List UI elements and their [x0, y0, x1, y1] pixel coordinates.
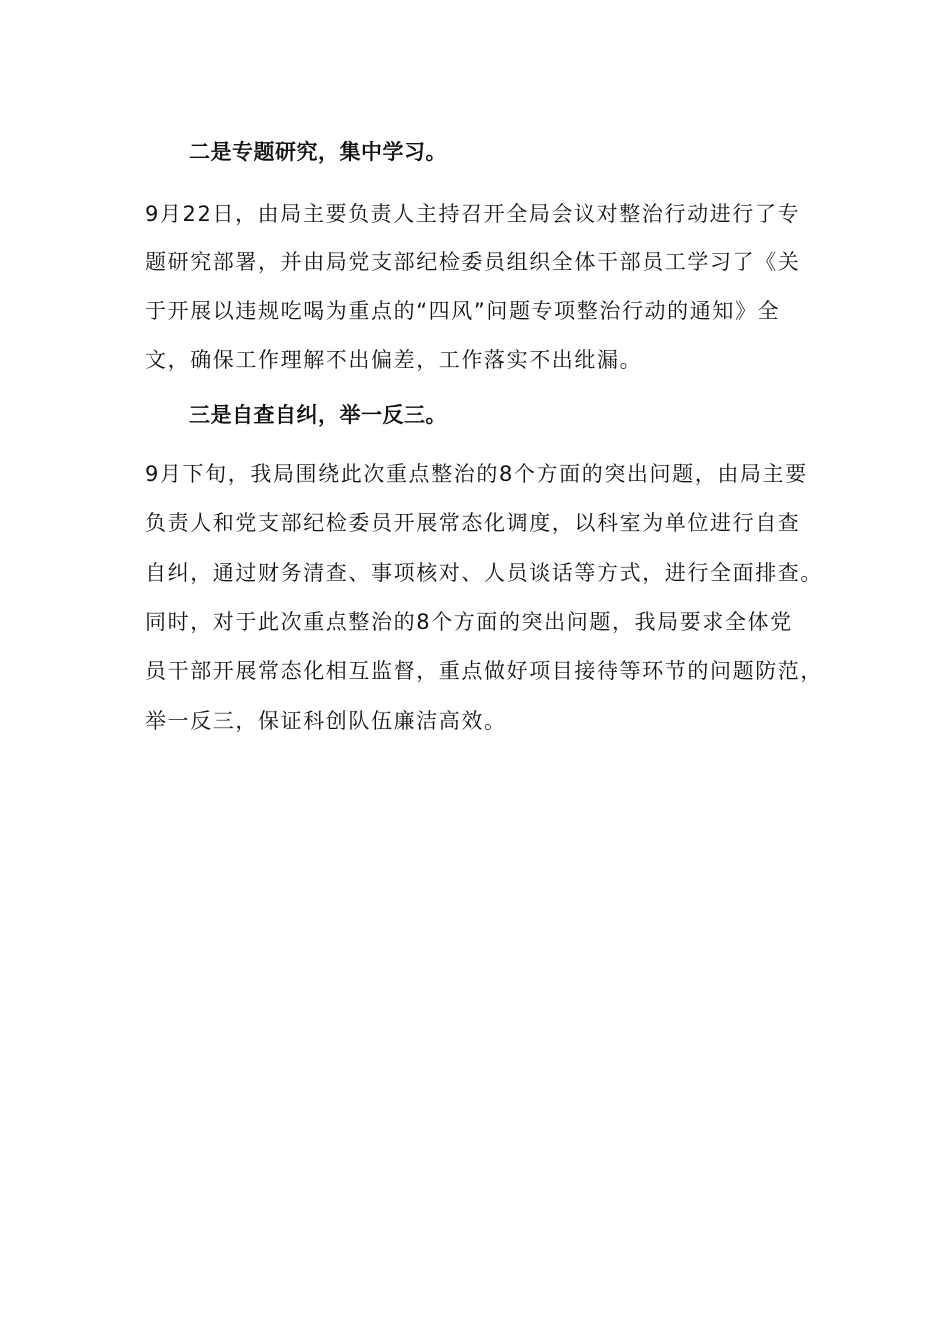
paragraph-line: 员干部开展常态化相互监督，重点做好项目接待等环节的问题防范，: [145, 659, 823, 683]
paragraph-line: 9月下旬，我局围绕此次重点整治的8个方面的突出问题，由局主要: [145, 462, 808, 486]
paragraph-line: 同时，对于此次重点整治的8个方面的突出问题，我局要求全体党: [145, 610, 793, 634]
paragraph-line: 于开展以违规吃喝为重点的“四风”问题专项整治行动的通知》全: [145, 299, 781, 323]
paragraph-line: 负责人和党支部纪检委员开展常态化调度，以科室为单位进行自查: [145, 511, 801, 535]
paragraph-line: 文，确保工作理解不出偏差，工作落实不出纰漏。: [145, 348, 643, 372]
paragraph-line: 9月22日，由局主要负责人主持召开全局会议对整治行动进行了专: [145, 202, 801, 226]
paragraph-line: 举一反三，保证科创队伍廉洁高效。: [145, 709, 507, 733]
section-heading-3: 三是自查自纠，举一反三。: [189, 403, 447, 427]
paragraph-line: 题研究部署，并由局党支部纪检委员组织全体干部员工学习了《关: [145, 250, 801, 274]
section-heading-2: 二是专题研究，集中学习。: [189, 140, 447, 164]
paragraph-line: 自纠，通过财务清查、事项核对、人员谈话等方式，进行全面排查。: [145, 561, 823, 585]
